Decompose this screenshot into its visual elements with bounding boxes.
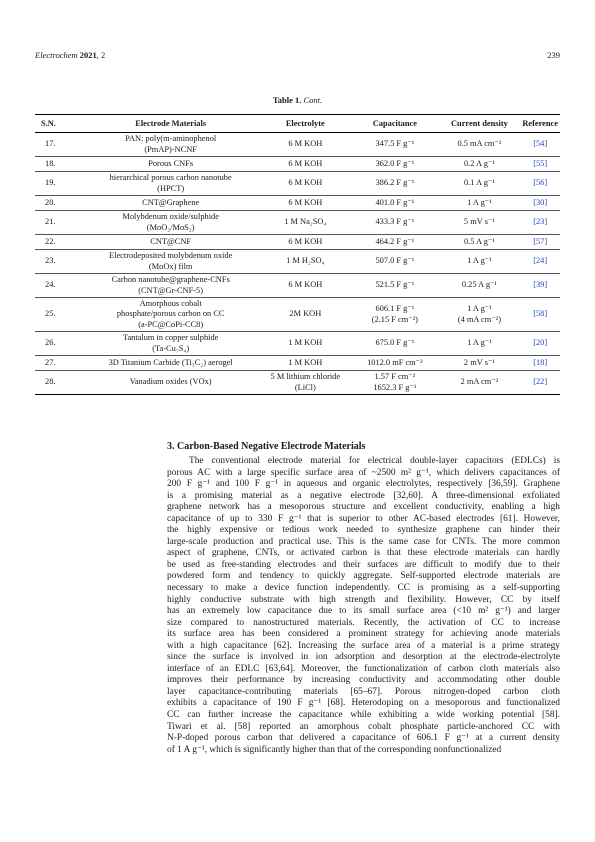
running-header	[35, 50, 105, 60]
body-line: exhibits a capacitance of 190 F g⁻¹ [68]. Heterodoping on a mesoporous and functionalized	[167, 698, 560, 709]
current-density-cell	[438, 172, 520, 196]
material-cell	[82, 133, 259, 157]
cell-line: 0.2 A g⁻¹	[463, 158, 495, 168]
electrolyte-cell	[259, 250, 351, 274]
body-line: has an extremely low capacitance due to its small surface area (<10 m² g⁻¹) and larger	[167, 606, 560, 617]
body-line: interface of an EDLC [63,64]. Moreover, the functionalization of carbon cloth materials also	[167, 663, 560, 674]
table-row	[35, 298, 560, 332]
cell-line: 606.1 F g⁻¹	[375, 304, 415, 313]
cell-line: 6 M KOH	[288, 197, 323, 207]
reference-cell[interactable]: [24]	[520, 250, 560, 274]
table-row	[35, 356, 560, 371]
cell-line: hierarchical porous carbon nanotube	[109, 173, 232, 182]
table-row	[35, 250, 560, 274]
body-line: size compared to nanostructured materials. Recently, the activation of CC to increase	[167, 617, 560, 628]
cell-line: PAN: poly(m-aminophenol	[125, 134, 217, 143]
cell-line: (MoOx) film	[148, 261, 193, 271]
cell-line: 433.3 F g⁻¹	[375, 217, 415, 227]
body-line: layer capacitance-contributing materials [65–67]. Porous nitrogen-doped carbon cloth	[167, 686, 560, 697]
section-heading: 3. Carbon-Based Negative Electrode Materials	[167, 441, 366, 452]
cell-line: 0.5 A g⁻¹	[463, 236, 495, 246]
cell-line: 5 mV s⁻¹	[463, 217, 495, 227]
page-number: 239	[547, 50, 560, 60]
current-density-cell	[438, 235, 520, 250]
table-cont: Cont.	[303, 95, 323, 105]
electrolyte-cell	[259, 274, 351, 298]
cell-line: Vanadium oxides (VOx)	[129, 377, 212, 387]
capacitance-cell	[351, 298, 438, 332]
cell-line: 1 A g⁻¹	[467, 304, 492, 313]
body-line: aspect of graphene, CNTs, or activated carbon is that these electrode materials can hardly	[167, 548, 560, 559]
table-row	[35, 172, 560, 196]
table-header-row	[35, 115, 560, 133]
current-density-cell	[438, 371, 520, 395]
table-row	[35, 133, 560, 157]
material-cell	[82, 235, 259, 250]
body-line: porous AC with a large specific surface area of ~2500 m² g⁻¹, which delivers capacitances of	[167, 467, 560, 478]
cell-line: 1 A g⁻¹	[467, 338, 492, 348]
electrolyte-cell	[259, 332, 351, 356]
capacitance-cell	[351, 250, 438, 274]
material-cell	[82, 356, 259, 371]
body-line: its surface area has been considered a prominent strategy for achieving anode materials	[167, 629, 560, 640]
sn-cell: 18.	[35, 157, 82, 172]
electrolyte-cell	[259, 133, 351, 157]
capacitance-cell	[351, 332, 438, 356]
electrolyte-cell	[259, 235, 351, 250]
capacitance-cell	[351, 356, 438, 371]
current-density-cell	[438, 356, 520, 371]
table-row	[35, 332, 560, 356]
table-row	[35, 235, 560, 250]
sn-cell: 23.	[35, 250, 82, 274]
sn-cell: 24.	[35, 274, 82, 298]
body-line: The conventional electrode material for electrical double-layer capacitors (EDLCs) is	[189, 456, 560, 466]
cell-line: 6 M KOH	[288, 178, 323, 188]
body-line: Tiwari et al. [58] reported an amorphous cobalt phosphate particle-anchored CC with	[167, 721, 560, 732]
cell-line: (a-PC@CoPi-CC8)	[138, 319, 204, 329]
cell-line: (HPCT)	[157, 183, 185, 193]
body-line: large-scale production and practical use. This is the same case for CNTs. The more common	[167, 536, 560, 547]
cell-line: 362.0 F g⁻¹	[375, 158, 415, 168]
current-density-cell	[438, 332, 520, 356]
sn-cell: 17.	[35, 133, 82, 157]
reference-cell[interactable]: [54]	[520, 133, 560, 157]
material-cell	[82, 172, 259, 196]
current-density-cell	[438, 196, 520, 211]
reference-cell[interactable]: [57]	[520, 235, 560, 250]
electrolyte-cell	[259, 211, 351, 235]
table-label: Table 1.	[272, 95, 302, 105]
capacitance-cell	[351, 274, 438, 298]
cell-line: Amorphous cobalt	[139, 298, 202, 308]
table-row	[35, 274, 560, 298]
cell-line: 347.5 F g⁻¹	[375, 139, 415, 149]
cell-line: (4 mA cm⁻²)	[457, 314, 502, 324]
body-line: improves their performance by increasing conductivity and accommodating other double	[167, 675, 560, 686]
cell-line: 3D Titanium Carbide (Ti₃C₂) aerogel	[108, 357, 233, 367]
cell-line: 6 M KOH	[288, 139, 323, 149]
cell-line: 1 A g⁻¹	[467, 197, 492, 207]
capacitance-cell	[351, 157, 438, 172]
electrode-table	[35, 114, 560, 395]
body-line: capacitance of up to 330 F g⁻¹ that is superior to other AC-based electrodes [61]. However,	[167, 513, 560, 524]
material-cell	[82, 332, 259, 356]
cell-line: 6 M KOH	[288, 158, 323, 168]
capacitance-cell	[351, 235, 438, 250]
current-density-cell	[438, 250, 520, 274]
cell-line: (Ta-Cu₇S₄)	[152, 343, 190, 353]
cell-line: 1 M KOH	[288, 357, 323, 367]
sn-cell: 20.	[35, 196, 82, 211]
cell-line: 521.5 F g⁻¹	[375, 280, 415, 290]
header-reference: Reference	[520, 115, 560, 133]
body-text	[167, 456, 560, 756]
cell-line: 2 mV s⁻¹	[463, 357, 495, 367]
journal-volume: , 2	[96, 50, 106, 60]
sn-cell: 26.	[35, 332, 82, 356]
capacitance-cell	[351, 172, 438, 196]
body-line: since the surface is involved in ion adsorption and desorption at the electrode-electrolyte	[167, 652, 560, 663]
cell-line: Porous CNFs	[148, 158, 194, 168]
material-cell	[82, 371, 259, 395]
cell-line: 0.25 A g⁻¹	[461, 280, 497, 290]
cell-line: 1652.3 F g⁻¹	[373, 382, 417, 392]
material-cell	[82, 274, 259, 298]
electrolyte-cell	[259, 371, 351, 395]
cell-line: 0.1 A g⁻¹	[463, 178, 495, 188]
header-capacitance: Capacitance	[351, 115, 438, 133]
reference-cell[interactable]: [18]	[520, 356, 560, 371]
reference-cell[interactable]: [56]	[520, 172, 560, 196]
cell-line: (MoO₂/MoS₂)	[146, 222, 195, 232]
electrolyte-cell	[259, 356, 351, 371]
cell-line: 464.2 F g⁻¹	[375, 236, 415, 246]
body-line: necessary to make a device function independently. CC is promising as a self-supporting	[167, 583, 560, 594]
electrolyte-cell	[259, 172, 351, 196]
cell-line: Electrodeposited molybdenum oxide	[109, 251, 233, 260]
sn-cell: 25.	[35, 298, 82, 332]
cell-line: (LiCl)	[294, 382, 316, 392]
cell-line: 401.0 F g⁻¹	[375, 197, 415, 207]
reference-cell[interactable]: [58]	[520, 298, 560, 332]
cell-line: 1 M KOH	[288, 338, 323, 348]
table-row	[35, 211, 560, 235]
capacitance-cell	[351, 133, 438, 157]
cell-line: 1 A g⁻¹	[467, 256, 492, 266]
cell-line: Tantalum in copper sulphide	[122, 333, 219, 342]
cell-line: 6 M KOH	[288, 280, 323, 290]
cell-line: CNT@Graphene	[142, 197, 200, 207]
journal-name: Electrochem	[35, 50, 78, 60]
body-line: powdered form and tendency to quickly aggregate. Self-supported electrode materials are	[167, 571, 560, 582]
reference-cell[interactable]: [39]	[520, 274, 560, 298]
current-density-cell	[438, 274, 520, 298]
sn-cell: 19.	[35, 172, 82, 196]
cell-line: 1 M Na₂SO₄	[284, 217, 327, 227]
cell-line: Molybdenum oxide/sulphide	[122, 212, 219, 221]
body-line: with a high capacitance [62]. Increasing the surface area of a material is a prime strategy	[167, 640, 560, 651]
material-cell	[82, 196, 259, 211]
header-electrolyte: Electrolyte	[259, 115, 351, 133]
cell-line: 0.5 mA cm⁻²	[457, 139, 502, 149]
cell-line: 1012.0 mF cm⁻²	[367, 357, 423, 367]
body-line: N-P-doped porous carbon that delivered a capacitance of 606.1 F g⁻¹ at a current density	[167, 733, 560, 744]
current-density-cell	[438, 211, 520, 235]
material-cell	[82, 298, 259, 332]
reference-cell[interactable]: [20]	[520, 332, 560, 356]
material-cell	[82, 250, 259, 274]
body-line: 200 F g⁻¹ and 100 F g⁻¹ in aqueous and organic electrolytes, respectively [36,59]. Graphene	[167, 479, 560, 490]
table-row	[35, 371, 560, 395]
cell-line: 2M KOH	[289, 309, 322, 319]
electrolyte-cell	[259, 196, 351, 211]
table-row	[35, 196, 560, 211]
reference-cell[interactable]: [23]	[520, 211, 560, 235]
current-density-cell	[438, 298, 520, 332]
cell-line: 386.2 F g⁻¹	[375, 178, 415, 188]
body-line: highly conductive substrate with high strength and flexibility. However, CC by itself	[167, 594, 560, 605]
sn-cell: 21.	[35, 211, 82, 235]
electrolyte-cell	[259, 298, 351, 332]
body-line: be used as free-standing electrodes and their surfaces are difficult to modify due to their	[167, 559, 560, 570]
body-line: graphene network has a mesoporous structure and excellent conductivity, enabling a high	[167, 502, 560, 513]
reference-cell[interactable]: [30]	[520, 196, 560, 211]
body-line: the highly expensive or tedious work needed to synthesize graphene can hinder their	[167, 525, 560, 536]
cell-line: 5 M lithium chloride	[270, 372, 341, 381]
capacitance-cell	[351, 211, 438, 235]
reference-cell[interactable]: [22]	[520, 371, 560, 395]
current-density-cell	[438, 133, 520, 157]
journal-year: 2021	[79, 50, 97, 60]
table-row	[35, 157, 560, 172]
cell-line: 1 M H₂SO₄	[286, 256, 325, 266]
electrolyte-cell	[259, 157, 351, 172]
cell-line: CNT@CNF	[150, 236, 192, 246]
cell-line: 6 M KOH	[288, 236, 323, 246]
body-line: CC can further increase the capacitance while exhibiting a wide working potential [58].	[167, 710, 560, 721]
capacitance-cell	[351, 196, 438, 211]
cell-line: 1.57 F cm⁻²	[374, 372, 416, 381]
cell-line: 675.0 F g⁻¹	[375, 338, 415, 348]
material-cell	[82, 157, 259, 172]
capacitance-cell	[351, 371, 438, 395]
cell-line: (2.15 F cm⁻²)	[371, 314, 418, 324]
table-body	[35, 133, 560, 395]
body-line: is a promising material as a negative electrode [32,60]. A three-dimensional exfoliated	[167, 490, 560, 501]
sn-cell: 22.	[35, 235, 82, 250]
current-density-cell	[438, 157, 520, 172]
table-caption	[0, 95, 595, 105]
cell-line: 507.0 F g⁻¹	[375, 256, 415, 266]
cell-line: (PmAP)-NCNF	[144, 144, 197, 154]
body-line: of 1 A g⁻¹, which is significantly higher than that of the corresponding nonfunctionalized	[167, 744, 502, 755]
header-electrode-materials: Electrode Materials	[82, 115, 259, 133]
sn-cell: 27.	[35, 356, 82, 371]
material-cell	[82, 211, 259, 235]
header-current-density: Current density	[438, 115, 520, 133]
cell-line: (CNT@Gr-CNF-5)	[138, 285, 204, 295]
sn-cell: 28.	[35, 371, 82, 395]
reference-cell[interactable]: [55]	[520, 157, 560, 172]
cell-line: Carbon nanotube@graphene-CNFs	[111, 275, 230, 284]
cell-line: 2 mA cm⁻²	[460, 377, 499, 387]
header-sn: S.N.	[35, 115, 82, 133]
cell-line: phosphate/porous carbon on CC	[116, 309, 225, 319]
